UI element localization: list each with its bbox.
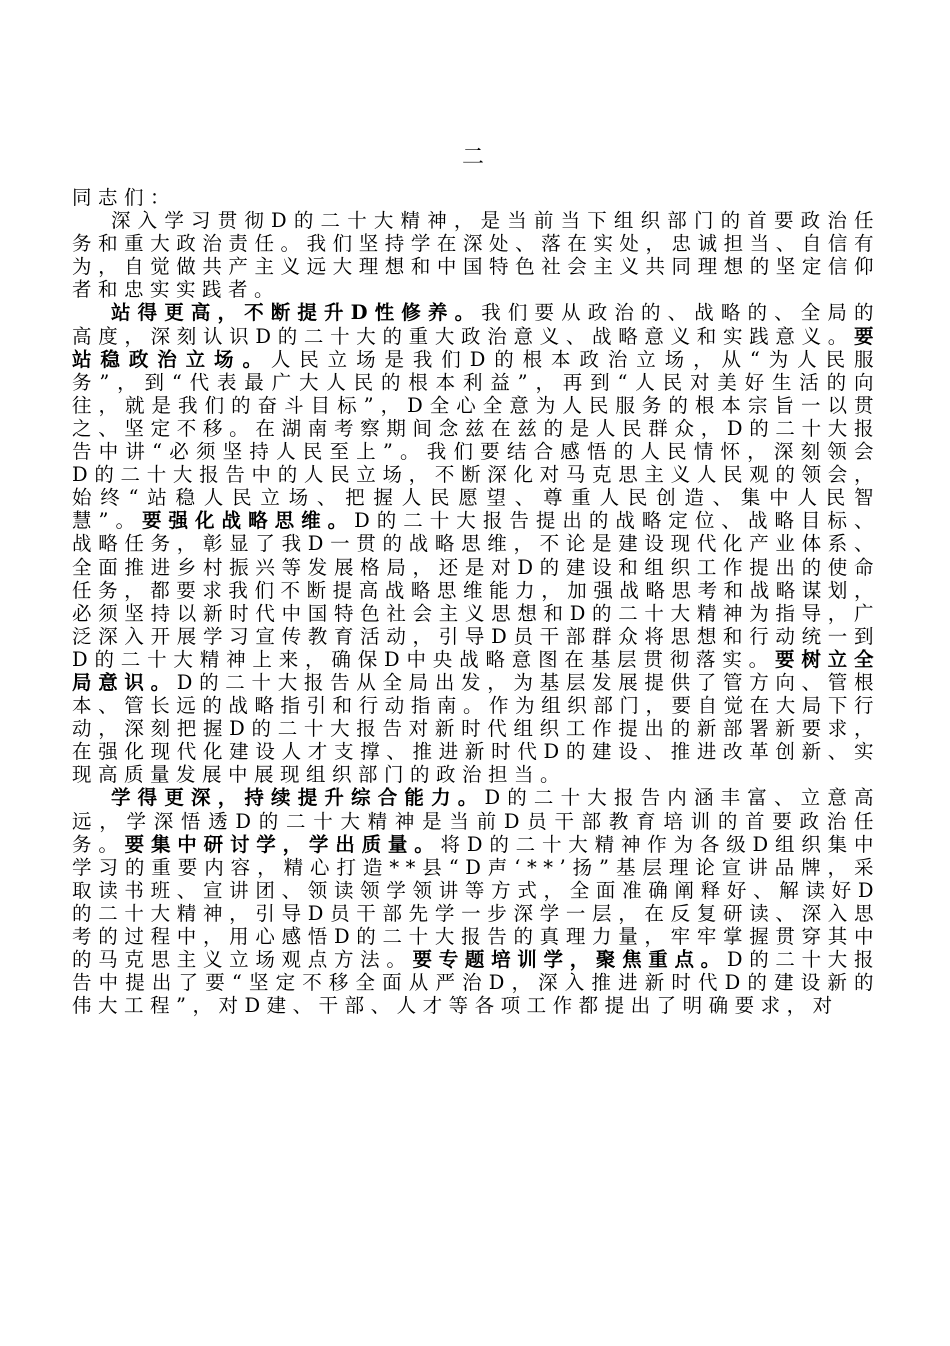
document-body: [72, 186, 880, 1017]
paragraph-text: D的二十大报告提出的战略定位、战略目标、战略任务，彰显了我D一贯的战略思维，不论是建设现代化产业体系、全面推进乡村振兴等发展格局，还是对D的建设和组织工作提出的使命任务，都要求我们不断提高战略思维能力，加强战略思考和战略谋划，必须坚持以新时代中国特色社会主义思想和D的二十大精神为指导，广泛深入开展学习宣传教育活动，引导D员干部群众将思想和行动统一到D的二十大精神上来，确保D中央战略意图在基层贯彻落实。: [72, 509, 880, 671]
bold-heading: 学得更深，持续提升综合能力。: [111, 786, 485, 810]
bold-heading: 要站稳政治立场。: [72, 324, 880, 371]
bold-heading: 要强化战略思维。: [142, 509, 355, 533]
paragraph-text: 将D的二十大精神作为各级D组织集中学习的重要内容，精心打造**县“D声‘**’扬”基层理论宣讲品牌，采取读书班、宣讲团、领读领学领讲等方式，全面准确阐释好、解读好D的二十大精神，引导D员干部先学一步深学一层，在反复研读、深入思考的过程中，用心感悟D的二十大报告的真理力量，牢牢掌握贯穿其中的马克思主义立场观点方法。: [72, 832, 880, 972]
paragraph: [72, 786, 880, 1017]
bold-heading: 要集中研讨学，学出质量。: [124, 832, 441, 856]
paragraph-text: D的二十大报告中提出了要“坚定不移全面从严治D，深入推进新时代D的建设新的伟大工程”，对D建、干部、人才等各项工作都提出了明确要求，对: [72, 948, 880, 1018]
bold-heading: 要专题培训学，聚焦重点。: [412, 948, 727, 972]
paragraph: [72, 301, 880, 786]
paragraph-text: 我们要从政治的、战略的、全局的高度，深刻认识D的二十大的重大政治意义、战略意义和实践意义。: [72, 301, 880, 348]
bold-heading: 要树立全局意识。: [72, 647, 880, 694]
paragraph-text: 人民立场是我们D的根本政治立场，从“为人民服务”，到“代表最广大人民的根本利益”，再到“人民对美好生活的向往，就是我们的奋斗目标”，D全心全意为人民服务的根本宗旨一以贯之、坚定不移。在湖南考察期间念兹在兹的是人民群众，D的二十大报告中讲“必须坚持人民至上”。我们要结合感悟的人民情怀，深刻领会D的二十大报告中的人民立场，不断深化对马克思主义人民观的领会，始终“站稳人民立场、把握人民愿望、尊重人民创造、集中人民智慧”。: [72, 347, 880, 533]
salutation: 同志们：: [72, 186, 177, 209]
paragraph-text: D的二十大报告内涵丰富、立意高远，学深悟透D的二十大精神是当前D员干部教育培训的首要政治任务。: [72, 786, 880, 856]
paragraph-text: 深入学习贯彻D的二十大精神，是当前当下组织部门的首要政治任务和重大政治责任。我们坚持学在深处、落在实处，忠诚担当、自信有为，自觉做共产主义远大理想和中国特色社会主义共同理想的坚定信仰者和忠实实践者。: [72, 209, 880, 302]
section-heading: 二: [461, 145, 488, 170]
paragraph: [72, 209, 880, 301]
bold-heading: 站得更高，不断提升D性修养。: [111, 301, 482, 325]
paragraph-text: D的二十大报告从全局出发，为基层发展提供了管方向、管根本、管长远的战略指引和行动指南。作为组织部门，要自觉在大局下行动，深刻把握D的二十大报告对新时代组织工作提出的新部署新要求，在强化现代化建设人才支撑、推进新时代D的建设、推进改革创新、实现高质量发展中展现组织部门的政治担当。: [72, 670, 880, 787]
